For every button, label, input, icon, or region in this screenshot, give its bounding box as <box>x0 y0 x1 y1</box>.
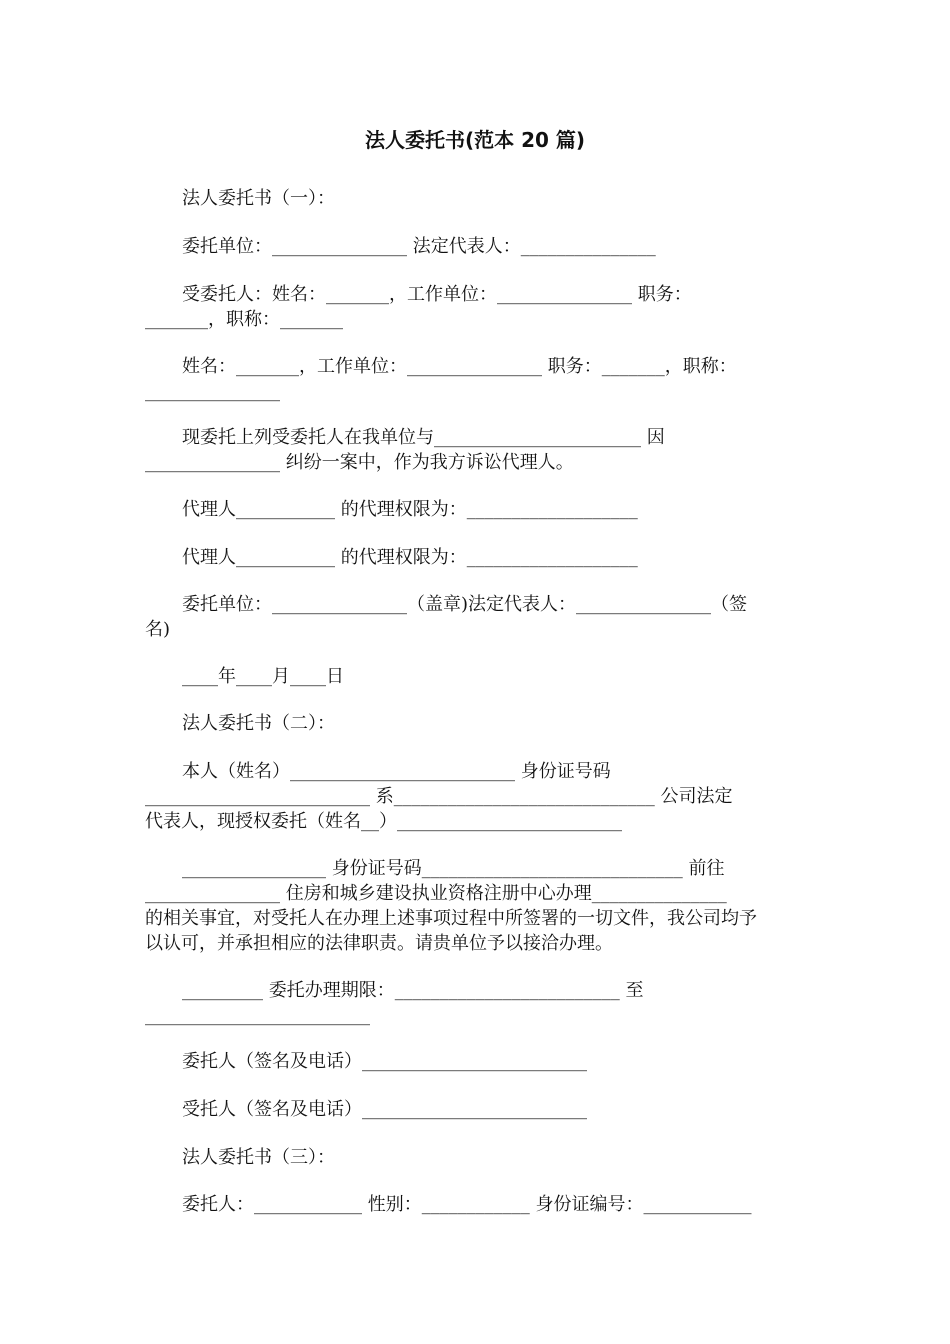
paragraph-line: _______________ <box>145 381 280 402</box>
paragraph-trustee <box>145 282 795 332</box>
paragraph-line: 的相关事宜，对受托人在办理上述事项过程中所签署的一切文件，我公司均予 <box>145 908 757 929</box>
paragraph-line: 姓名：_______，工作单位：_______________ 职务：_______，职称： <box>182 356 737 377</box>
paragraph-delegating-unit: 委托单位：_______________ 法定代表人：_______________ <box>182 236 656 257</box>
paragraph-line: _________ 委托办理期限：_________________________ 至 <box>182 980 644 1001</box>
section-heading-1: 法人委托书（一）： <box>182 188 335 209</box>
paragraph-seal-signature <box>145 592 795 642</box>
paragraph-line: _______________ 纠纷一案中，作为我方诉讼代理人。 <box>145 452 574 473</box>
paragraph-line: _________________________ <box>145 1005 370 1026</box>
paragraph-date: ____年____月____日 <box>182 666 344 687</box>
paragraph-principal <box>145 759 795 834</box>
section-heading-2: 法人委托书（二）： <box>182 713 335 734</box>
paragraph-line: ________________ 身份证号码_____________________________ 前往 <box>182 858 725 879</box>
paragraph-line: 受委托人：姓名：_______，工作单位：_______________ 职务： <box>182 284 692 305</box>
paragraph-line: 本人（姓名）_________________________ 身份证号码 <box>182 761 611 782</box>
paragraph-line: 代表人，现授权委托（姓名__）_________________________ <box>145 811 622 832</box>
paragraph-line: 现委托上列受委托人在我单位与_______________________ 因 <box>182 427 665 448</box>
paragraph-agent-authority-1: 代理人___________ 的代理权限为：___________________ <box>182 499 638 520</box>
paragraph-authorization <box>145 856 795 956</box>
paragraph-principal-signature: 委托人（签名及电话）_________________________ <box>182 1051 587 1072</box>
paragraph-line: _______，职称：_______ <box>145 309 343 330</box>
paragraph-commission <box>145 425 795 475</box>
paragraph-line: _______________ 住房和城乡建设执业资格注册中心办理_______________ <box>145 883 727 904</box>
paragraph-agent-authority-2: 代理人___________ 的代理权限为：___________________ <box>182 547 638 568</box>
paragraph-trustee-signature: 受托人（签名及电话）_________________________ <box>182 1099 587 1120</box>
paragraph-line: 以认可，并承担相应的法律职责。请贵单位予以接洽办理。 <box>145 933 613 954</box>
paragraph-line: 委托单位：_______________（盖章)法定代表人：_______________（签 <box>182 594 748 615</box>
paragraph-principal-info: 委托人：____________ 性别：____________ 身份证编号：____________ <box>182 1194 752 1215</box>
section-heading-3: 法人委托书（三）： <box>182 1147 335 1168</box>
document-title: 法人委托书(范本 20 篇) <box>364 128 586 152</box>
paragraph-period <box>145 978 795 1028</box>
paragraph-line: _________________________ 系_____________________________ 公司法定 <box>145 786 733 807</box>
paragraph-line: 名) <box>145 619 171 640</box>
paragraph-trustee-2 <box>145 354 795 404</box>
